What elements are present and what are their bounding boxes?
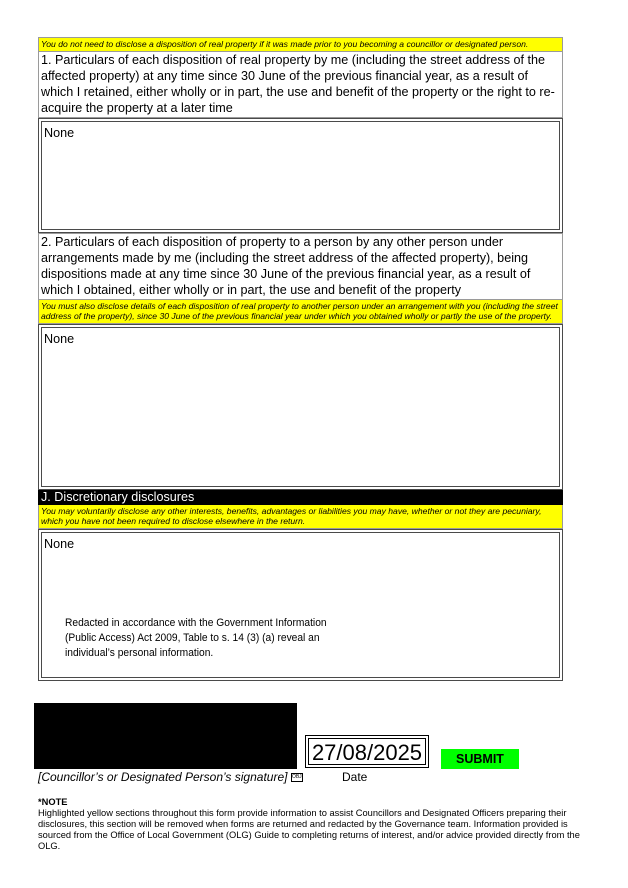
form-note	[38, 797, 583, 852]
answer-1-field[interactable]	[38, 118, 563, 233]
section-j-header: J. Discretionary disclosures	[38, 490, 563, 505]
note-text: Highlighted yellow sections throughout this form provide information to assist Councillors and Designated Officers preparing their disclosures, this section will be removed when forms are returned and redacted by the Governance team. Information provided is sourced from the Office of Local Government (OLG) Guide to completing returns of interest, and/or advice provided directly from the OLG.	[38, 808, 580, 851]
signature-label-text: [Councillor’s or Designated Person’s signature]	[38, 770, 288, 784]
question-1-disposition: 1. Particulars of each disposition of real property by me (including the street address of the affected property) at any time since 30 June of the previous financial year, as a result of which I retained, either wholly or in part, the use and benefit of the property or the right to re-acquire the property at a later time	[38, 52, 563, 118]
hint-disposition-real-property: You do not need to disclose a disposition of real property if it was made prior to you becoming a councillor or designated person.	[38, 37, 563, 52]
answer-2-field[interactable]	[38, 324, 563, 490]
question-2-disposition: 2. Particulars of each disposition of property to a person by any other person under arrangements made by me (including the street address of the affected property), being dispositions made at any time since 30 June of the previous financial year, as a result of which I obtained, either wholly or in part, the use and benefit of the property	[38, 233, 563, 300]
date-label: Date	[342, 770, 368, 784]
submit-button[interactable]: SUBMIT	[441, 749, 519, 769]
object-placeholder-icon: OBJ	[291, 774, 302, 781]
date-field[interactable]	[305, 735, 429, 768]
note-title: *NOTE	[38, 797, 68, 807]
date-value[interactable]: 27/08/2025	[308, 738, 426, 765]
disclosure-form	[38, 37, 563, 681]
hint-disposition-arrangement: You must also disclose details of each disposition of real property to another person under an arrangement with you (including the street address of the property), since 30 June of the previous financial year under which you obtained wholly or partly the use of the property.	[38, 300, 563, 324]
hint-discretionary: You may voluntarily disclose any other interests, benefits, advantages or liabilities you may have, whether or not they are pecuniary, which you have not been required to disclose elsewhere in the return.	[38, 505, 563, 529]
discretionary-answer-value: None	[44, 536, 75, 551]
signature-label	[38, 770, 303, 784]
redaction-note: Redacted in accordance with the Government Information (Public Access) Act 2009, Table to s. 14 (3) (a) reveal an individual’s personal information.	[65, 616, 327, 659]
discretionary-answer-field[interactable]	[38, 529, 563, 681]
answer-1-text[interactable]: None	[41, 121, 560, 230]
answer-2-text[interactable]: None	[41, 327, 560, 487]
redacted-signature-block	[34, 703, 297, 769]
